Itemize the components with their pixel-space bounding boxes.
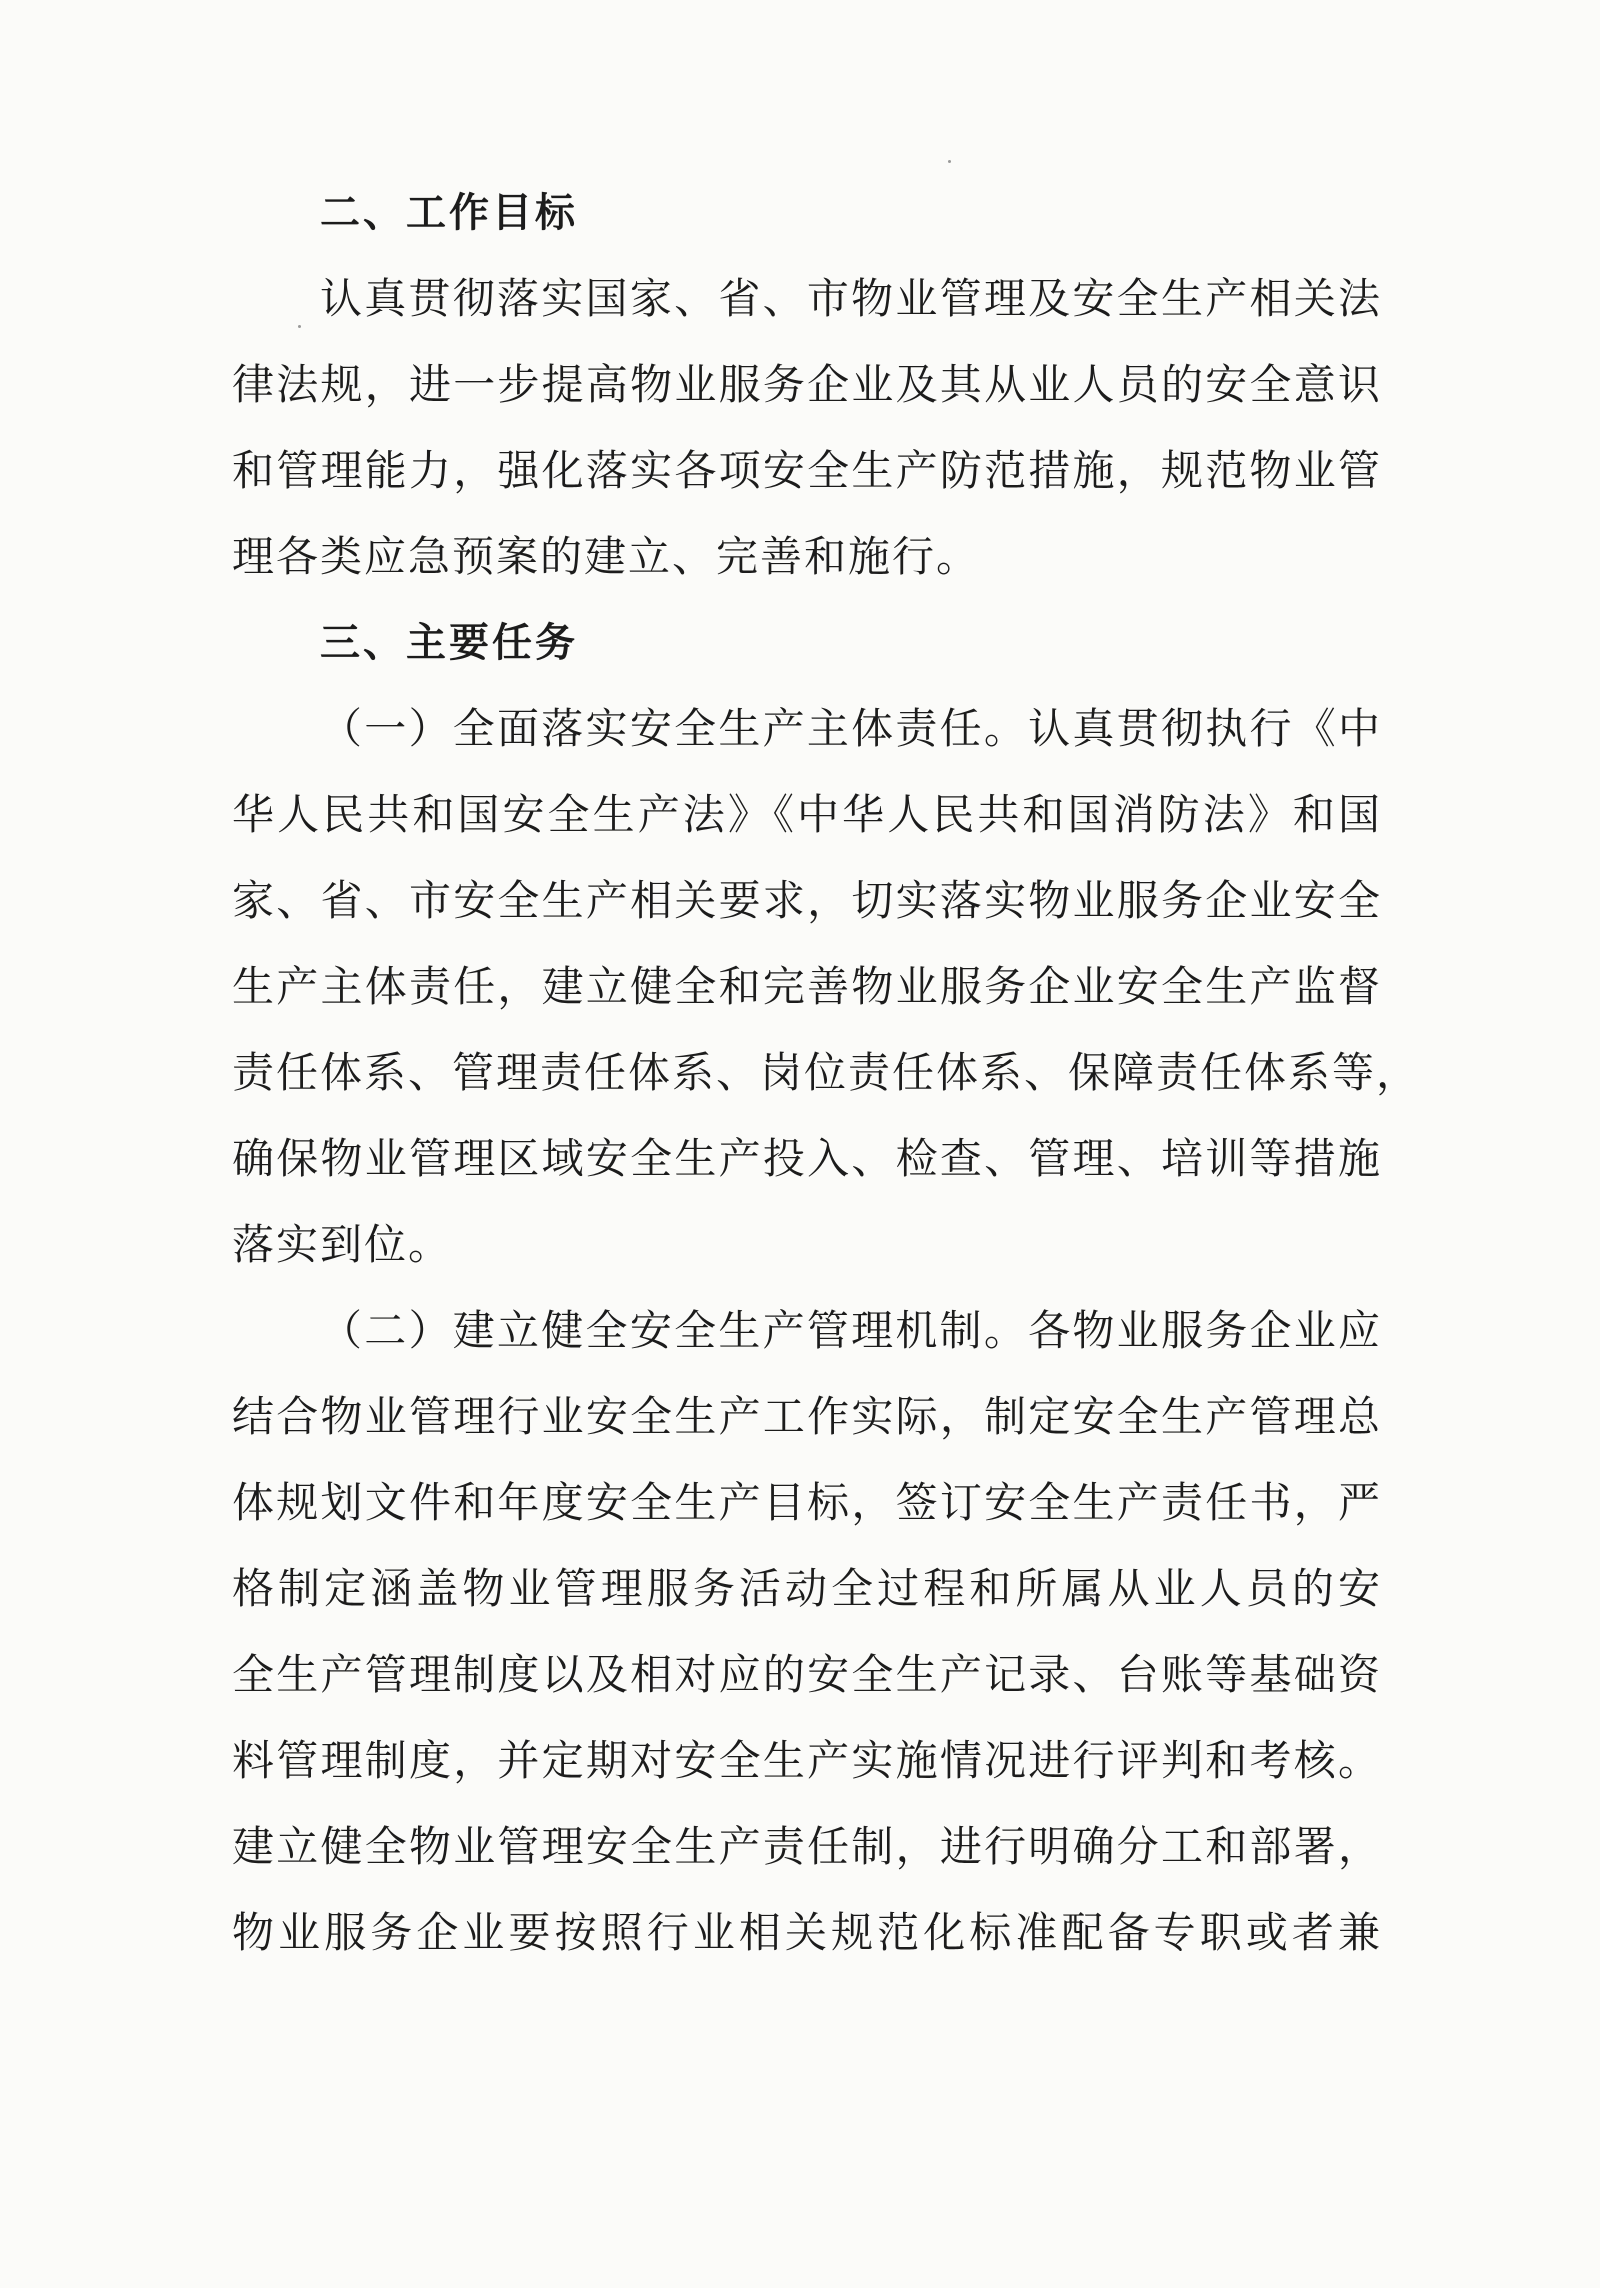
paragraph-goals bbox=[232, 256, 1382, 600]
text-line: 律法规，进一步提高物业服务企业及其从业人员的安全意识 bbox=[232, 360, 1382, 409]
text-line: 物业服务企业要按照行业相关规范化标准配备专职或者兼 bbox=[232, 1908, 1382, 1957]
text-line: 家、省、市安全生产相关要求，切实落实物业服务企业安全 bbox=[232, 876, 1382, 925]
text-line: 建立健全物业管理安全生产责任制，进行明确分工和部署， bbox=[232, 1822, 1382, 1871]
text-line: 责任体系、管理责任体系、岗位责任体系、保障责任体系等， bbox=[232, 1048, 1421, 1097]
section-heading-tasks: 三、主要任务 bbox=[320, 620, 578, 666]
text-line: 体规划文件和年度安全生产目标，签订安全生产责任书，严 bbox=[232, 1478, 1382, 1527]
text-line: 料管理制度，并定期对安全生产实施情况进行评判和考核。 bbox=[232, 1736, 1382, 1785]
text-line: （二）建立健全安全生产管理机制。各物业服务企业应 bbox=[320, 1306, 1382, 1355]
text-line: 格制定涵盖物业管理服务活动全过程和所属从业人员的安 bbox=[232, 1564, 1382, 1613]
scan-speck bbox=[948, 160, 951, 163]
text-line: 华人民共和国安全生产法》《中华人民共和国消防法》和国 bbox=[232, 790, 1382, 839]
text-line: 和管理能力，强化落实各项安全生产防范措施，规范物业管 bbox=[232, 446, 1382, 495]
paragraph-task-1 bbox=[232, 686, 1421, 1288]
text-line: 落实到位。 bbox=[232, 1220, 453, 1269]
text-line: 确保物业管理区域安全生产投入、检查、管理、培训等措施 bbox=[232, 1134, 1382, 1183]
text-line: 认真贯彻落实国家、省、市物业管理及安全生产相关法 bbox=[320, 274, 1382, 323]
text-line: 全生产管理制度以及相对应的安全生产记录、台账等基础资 bbox=[232, 1650, 1382, 1699]
text-line: 理各类应急预案的建立、完善和施行。 bbox=[232, 532, 981, 581]
text-line: 生产主体责任，建立健全和完善物业服务企业安全生产监督 bbox=[232, 962, 1382, 1011]
section-heading-goals: 二、工作目标 bbox=[320, 190, 578, 236]
paragraph-task-2 bbox=[232, 1288, 1382, 1976]
document-body bbox=[232, 170, 1421, 1976]
text-line: （一）全面落实安全生产主体责任。认真贯彻执行《中 bbox=[320, 704, 1382, 753]
text-line: 结合物业管理行业安全生产工作实际，制定安全生产管理总 bbox=[232, 1392, 1382, 1441]
